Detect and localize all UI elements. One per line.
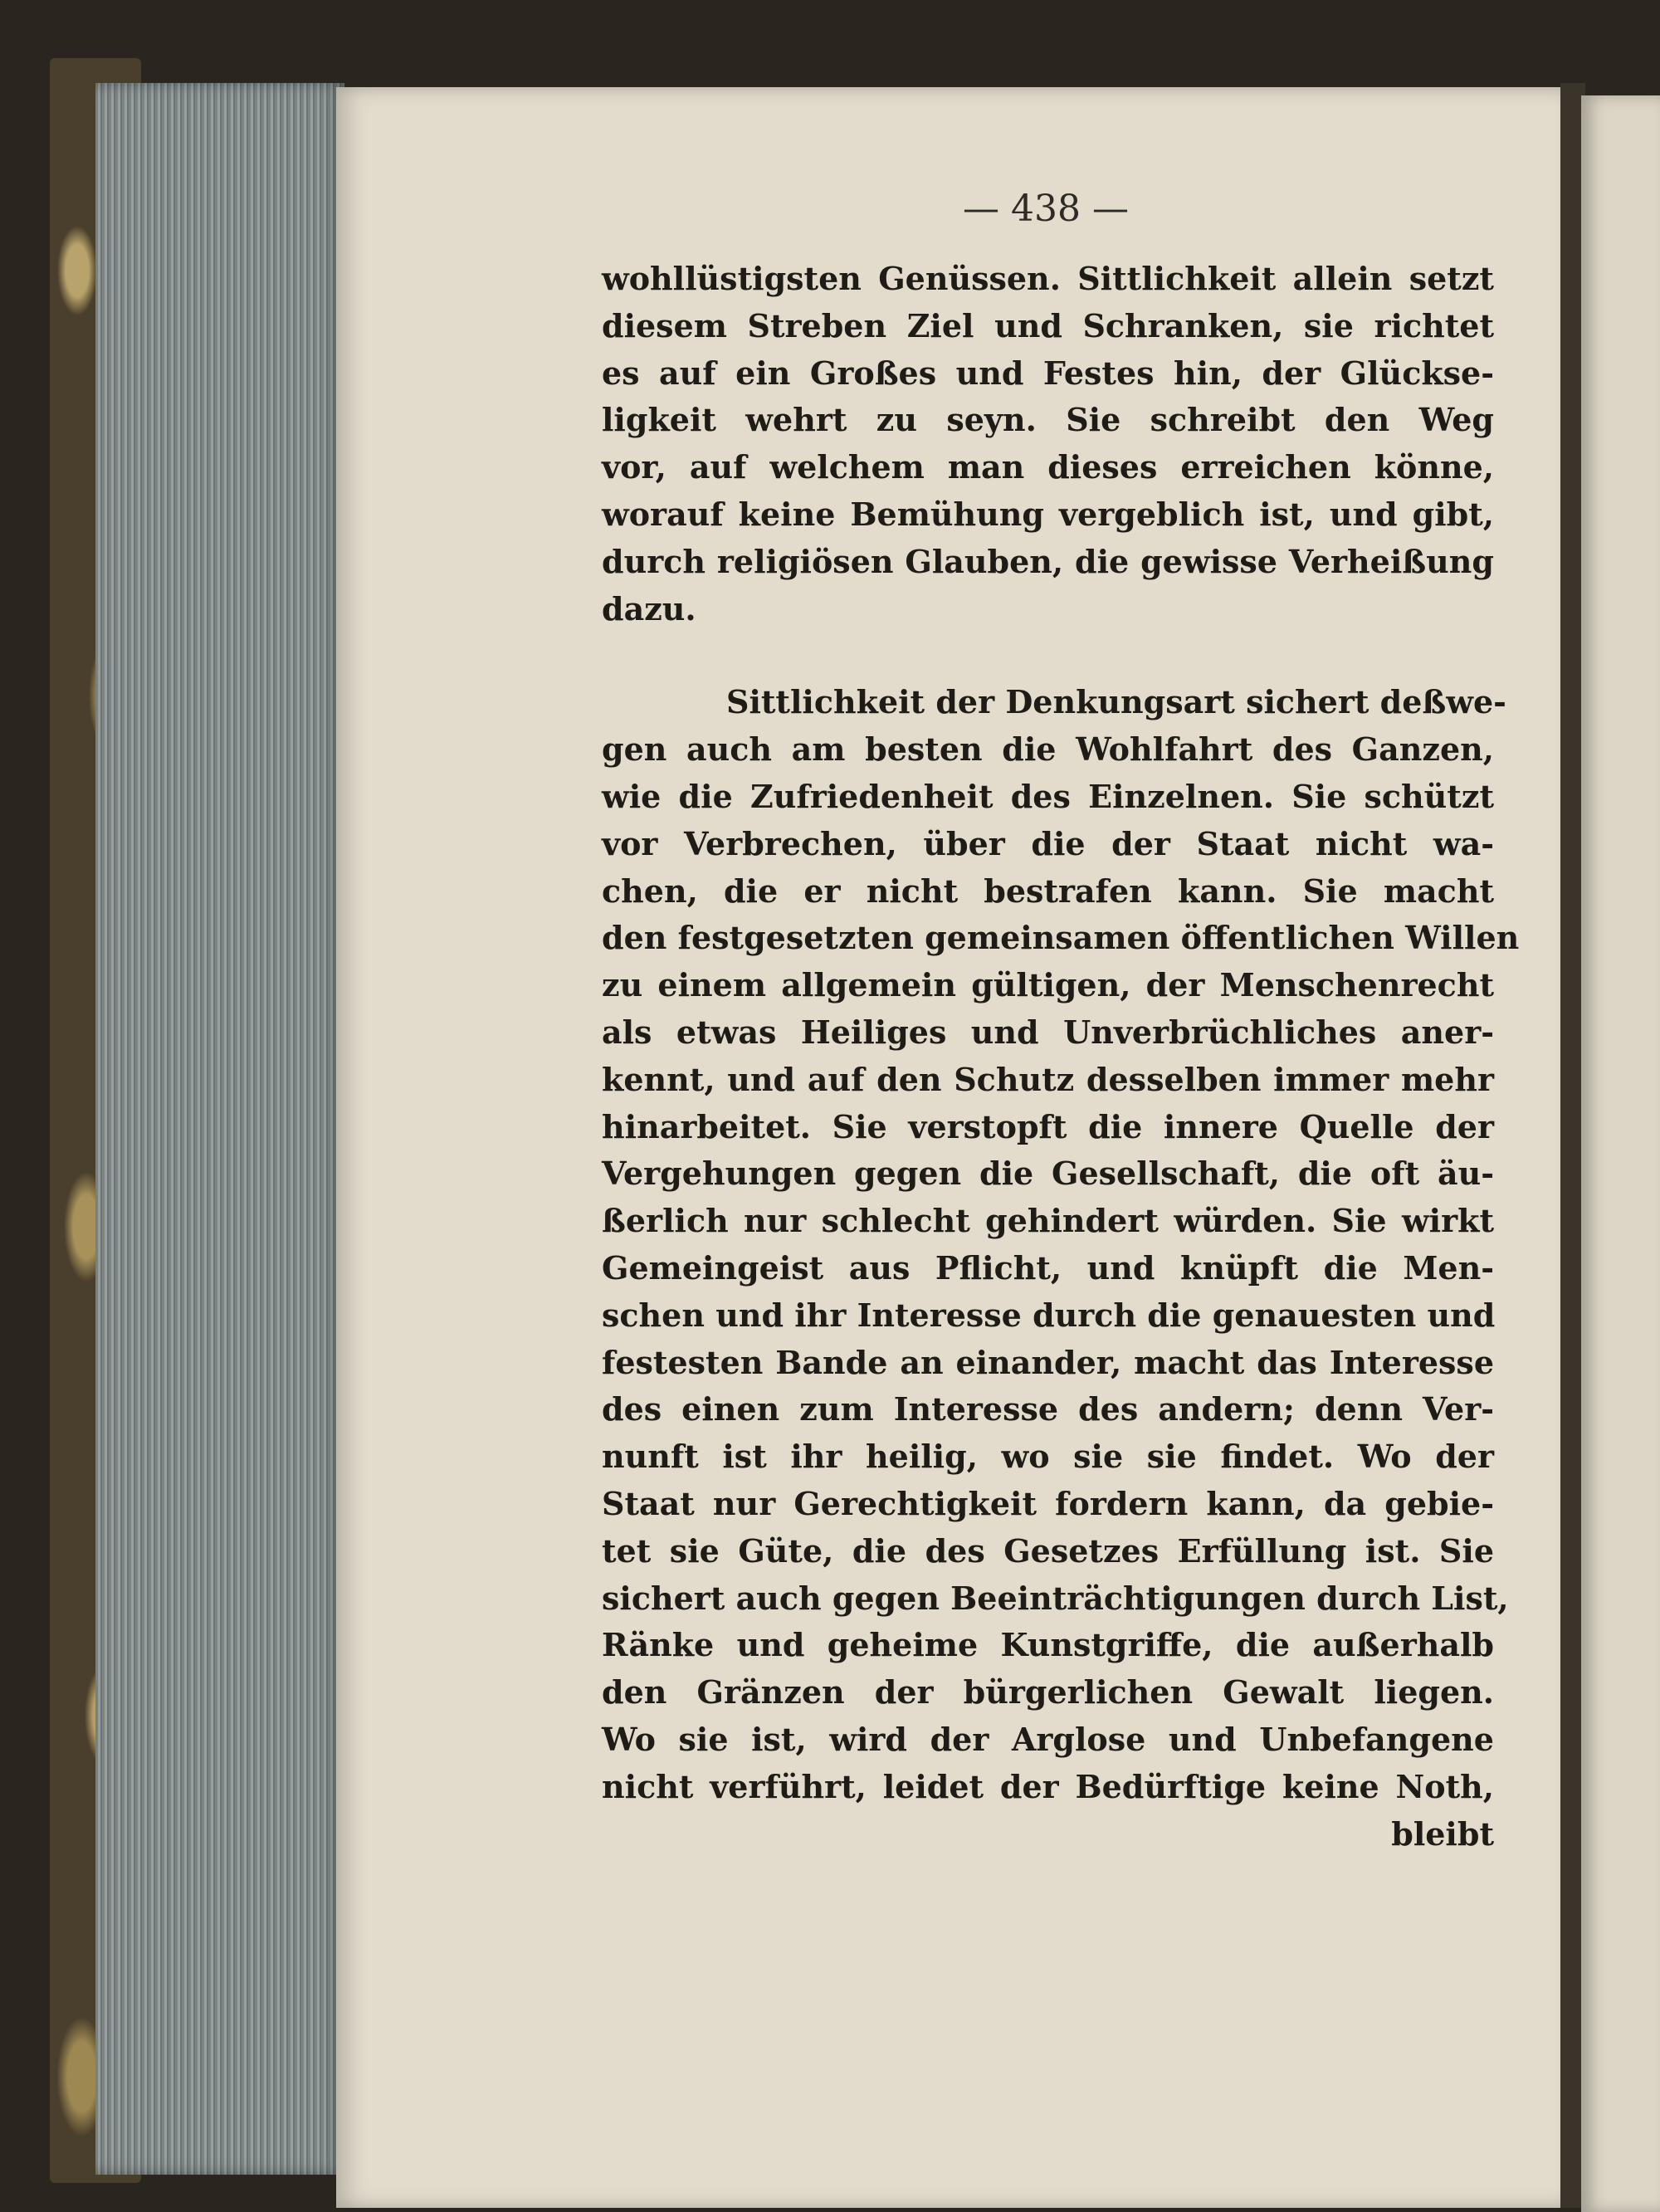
text-line: gen auch am besten die Wohlfahrt des Ganzen, bbox=[602, 730, 1494, 769]
text-line: worauf keine Bemühung vergeblich ist, und gibt, bbox=[602, 495, 1494, 533]
text-line: ßerlich nur schlecht gehindert würden. Sie wirkt bbox=[602, 1202, 1494, 1240]
text-line: Ränke und geheime Kunstgriffe, die außerhalb bbox=[602, 1626, 1494, 1664]
text-line: vor Verbrechen, über die der Staat nicht wa- bbox=[602, 824, 1494, 862]
paragraph-gap bbox=[602, 632, 1494, 679]
text-line: wohllüstigsten Genüssen. Sittlichkeit allein setzt bbox=[602, 260, 1494, 297]
text-line: den festgesetzten gemeinsamen öffentlichen Willen bbox=[602, 919, 1520, 957]
text-line: dazu. bbox=[602, 589, 696, 627]
text-line: Wo sie ist, wird der Arglose und Unbefangene bbox=[602, 1720, 1494, 1758]
text-line: tet sie Güte, die des Gesetzes Erfüllung ist. Sie bbox=[602, 1531, 1494, 1570]
catchword: bleibt bbox=[1391, 1814, 1494, 1853]
page-text bbox=[602, 256, 1520, 1858]
text-line: zu einem allgemein gültigen, der Menschenrecht bbox=[602, 966, 1494, 1004]
text-line: kennt, und auf den Schutz desselben immer mehr bbox=[602, 1060, 1494, 1098]
text-line: des einen zum Interesse des andern; denn Ver- bbox=[602, 1390, 1494, 1428]
text-line: diesem Streben Ziel und Schranken, sie richtet bbox=[602, 306, 1494, 344]
paragraph-2 bbox=[602, 679, 1520, 1810]
text-line: Sittlichkeit der Denkungsart sichert deßwe- bbox=[726, 683, 1506, 721]
text-line: es auf ein Großes und Festes hin, der Glückse- bbox=[602, 354, 1494, 392]
paragraph-1 bbox=[602, 256, 1494, 632]
page-edges bbox=[95, 83, 344, 2175]
text-line: wie die Zufriedenheit des Einzelnen. Sie schützt bbox=[602, 777, 1494, 815]
text-line: als etwas Heiliges und Unverbrüchliches aner- bbox=[602, 1013, 1494, 1051]
text-line: Vergehungen gegen die Gesellschaft, die oft äu- bbox=[602, 1155, 1494, 1193]
text-line: festesten Bande an einander, macht das Interesse bbox=[602, 1343, 1494, 1381]
text-line: chen, die er nicht bestrafen kann. Sie macht bbox=[602, 872, 1494, 910]
text-line: sichert auch gegen Beeinträchtigungen durch List, bbox=[602, 1579, 1509, 1617]
page-number: — 438 — bbox=[963, 188, 1129, 230]
text-line: Staat nur Gerechtigkeit fordern kann, da gebie- bbox=[602, 1484, 1494, 1522]
facing-page bbox=[1581, 95, 1660, 2212]
text-line: nicht verführt, leidet der Bedürftige keine Noth, bbox=[602, 1767, 1494, 1805]
text-line: hinarbeitet. Sie verstopft die innere Quelle der bbox=[602, 1107, 1494, 1145]
text-line: den Gränzen der bürgerlichen Gewalt liegen. bbox=[602, 1673, 1494, 1711]
text-line: ligkeit wehrt zu seyn. Sie schreibt den Weg bbox=[602, 401, 1494, 439]
text-line: vor, auf welchem man dieses erreichen könne, bbox=[602, 448, 1494, 486]
text-line: Gemeingeist aus Pflicht, und knüpft die Men- bbox=[602, 1248, 1494, 1287]
text-line: nunft ist ihr heilig, wo sie sie findet. Wo der bbox=[602, 1438, 1494, 1476]
text-line: durch religiösen Glauben, die gewisse Verheißung bbox=[602, 542, 1494, 580]
text-line: schen und ihr Interesse durch die genauesten und bbox=[602, 1296, 1496, 1334]
